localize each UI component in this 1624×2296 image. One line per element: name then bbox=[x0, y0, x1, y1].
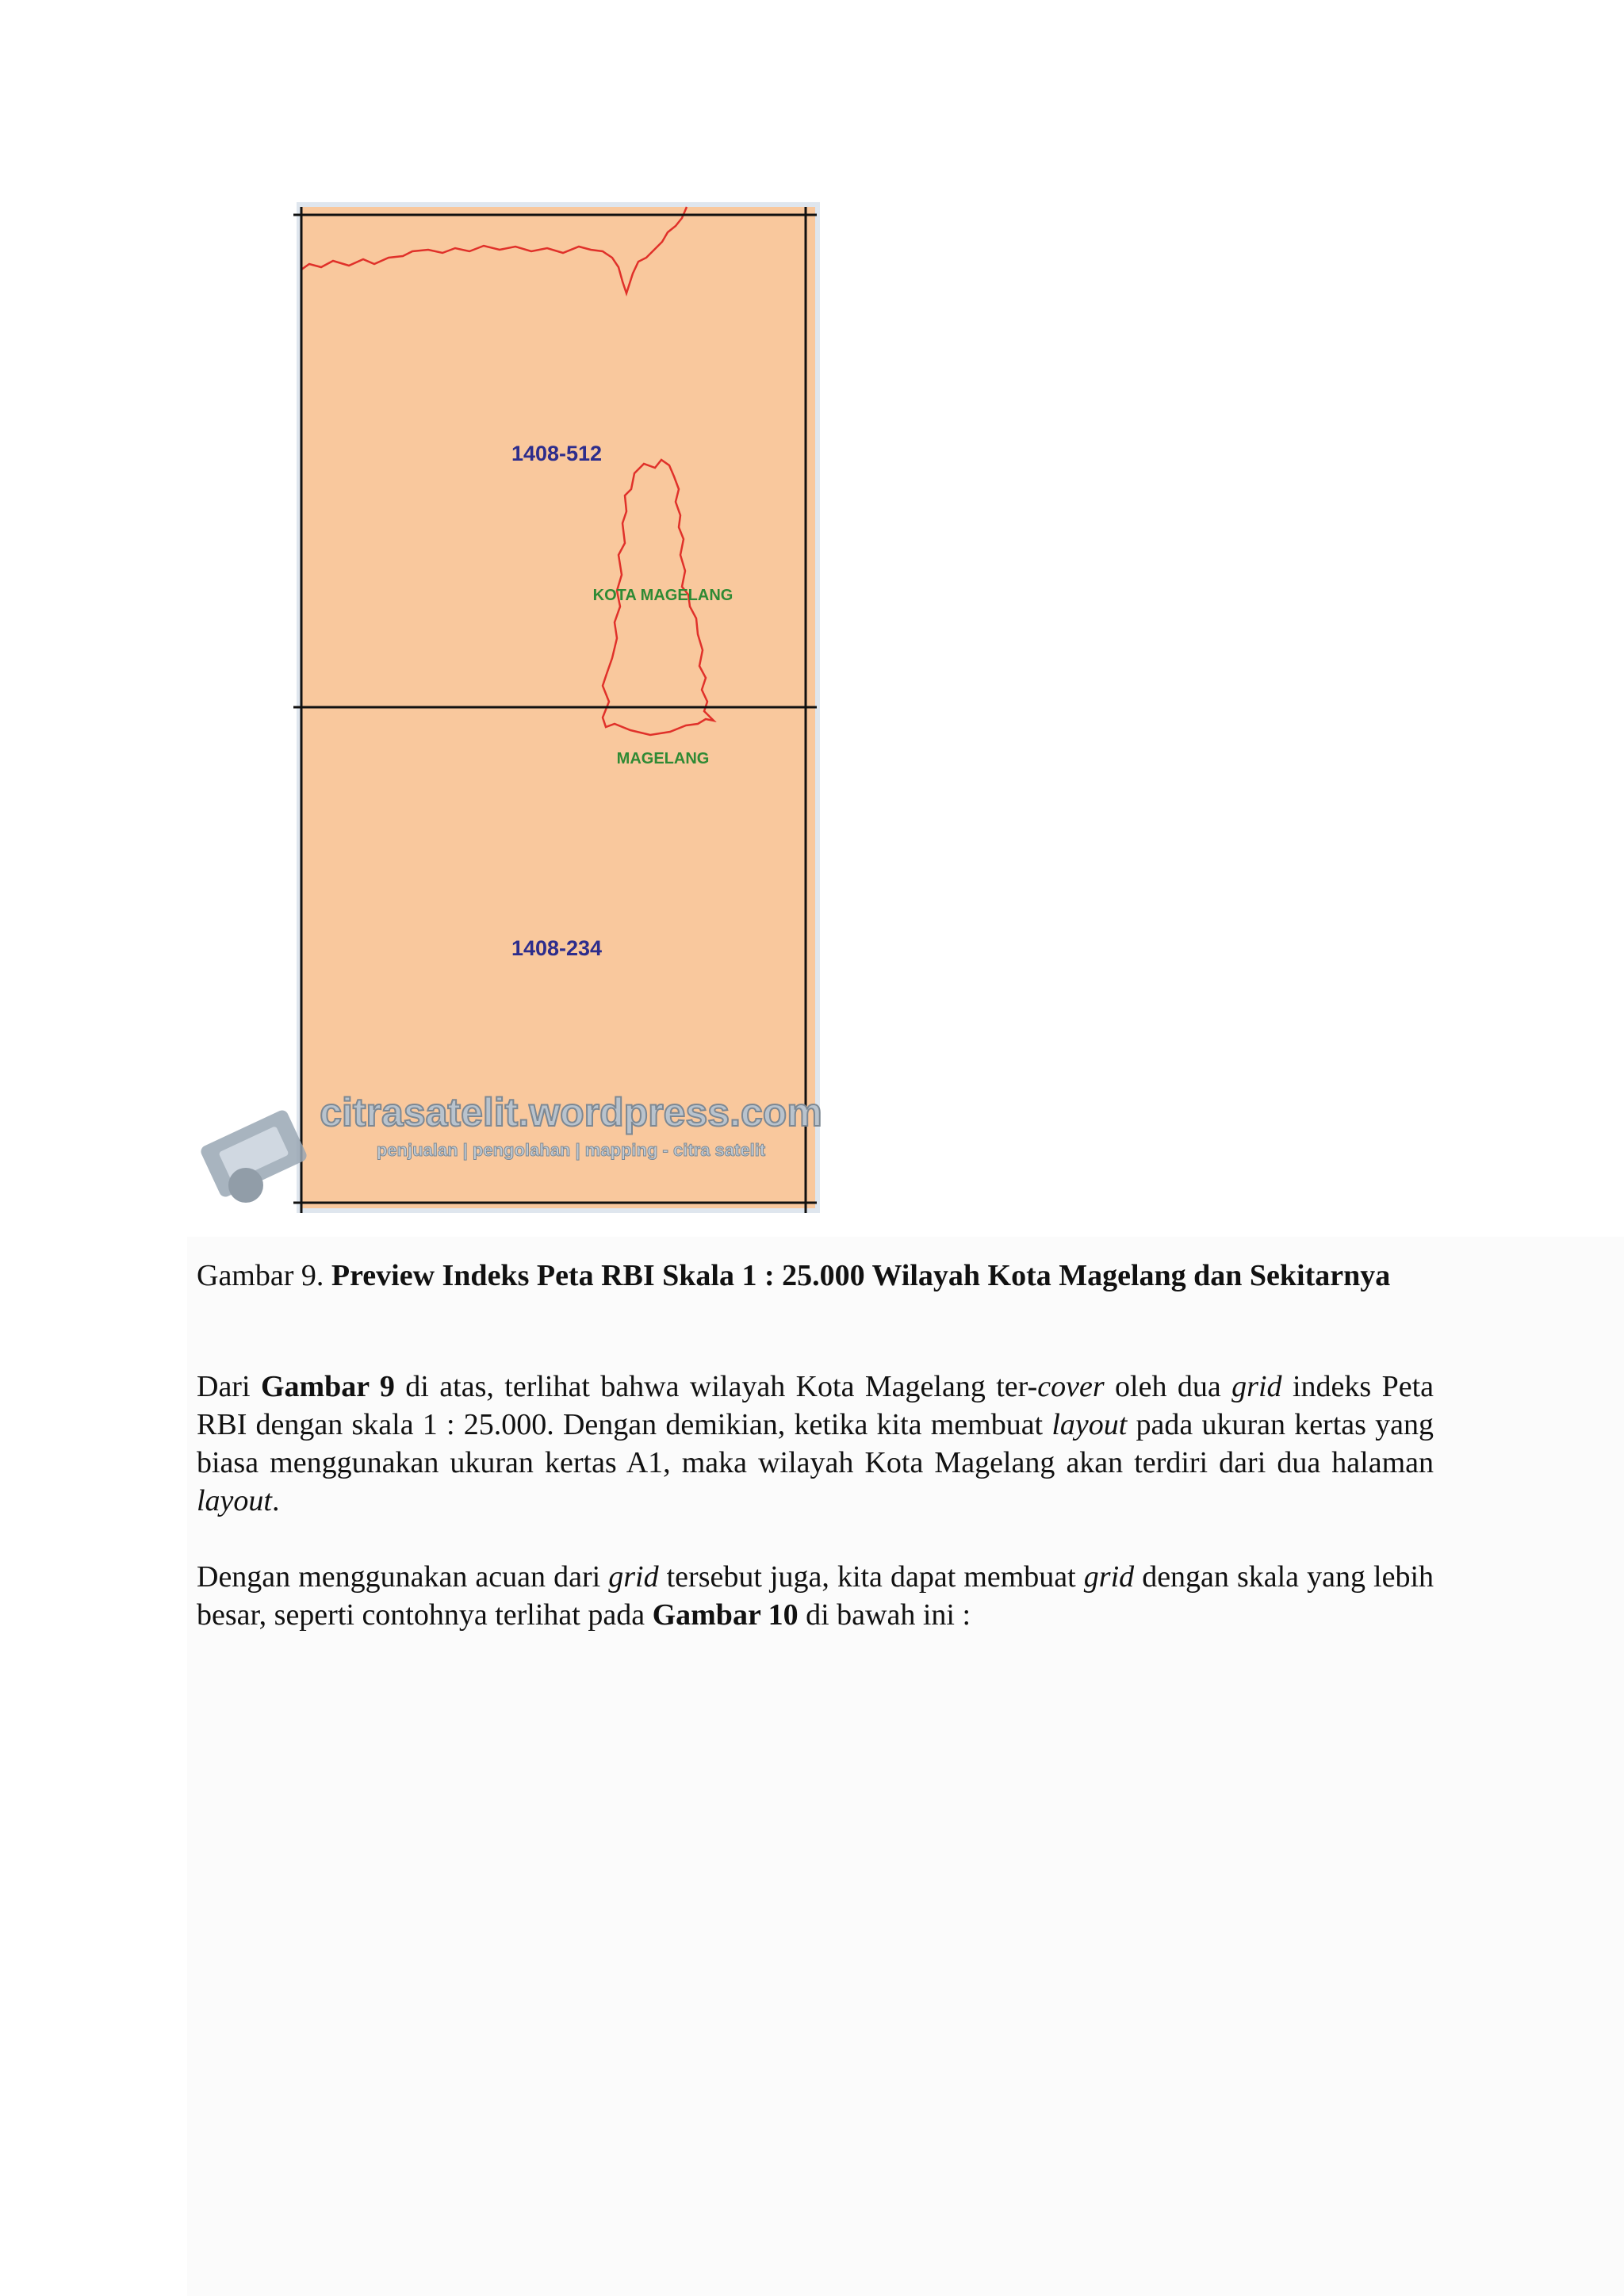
figure-caption bbox=[197, 1257, 1434, 1295]
map-index-image bbox=[190, 194, 825, 1221]
p2-text: dengan skala yang lebih besar, seperti contohnya terlihat pada bbox=[197, 1560, 1434, 1632]
p2-text: Dengan menggunakan acuan dari bbox=[197, 1560, 609, 1594]
paragraph-1 bbox=[197, 1368, 1434, 1520]
p2-text: di bawah ini : bbox=[798, 1598, 971, 1632]
p1-italic: layout bbox=[197, 1484, 272, 1517]
p2-italic: grid bbox=[608, 1560, 659, 1594]
p1-italic: layout bbox=[1051, 1408, 1128, 1441]
p1-text: pada ukuran kertas yang biasa menggunakan ukuran kertas A1, maka wilayah Kota Magelang akan terdiri dari dua halaman bbox=[197, 1408, 1434, 1479]
p1-text: indeks Peta RBI dengan skala 1 : 25.000. Dengan demikian, ketika kita membuat bbox=[197, 1370, 1434, 1441]
p1-text: . bbox=[271, 1484, 280, 1517]
p2-italic: grid bbox=[1083, 1560, 1135, 1594]
map-index-figure bbox=[190, 194, 825, 1221]
p2-figure-ref: Gambar 10 bbox=[652, 1598, 799, 1632]
watermark-logo bbox=[199, 1108, 308, 1203]
caption-prefix: Gambar 9. bbox=[197, 1259, 331, 1292]
paragraph-2 bbox=[197, 1558, 1434, 1634]
p1-italic: cover bbox=[1037, 1370, 1105, 1403]
p1-text: oleh dua bbox=[1104, 1370, 1232, 1403]
place-label-magelang: MAGELANG bbox=[616, 750, 710, 767]
p1-text: di atas, terlihat bahwa wilayah Kota Magelang ter- bbox=[394, 1370, 1038, 1403]
watermark-tagline: penjualan | pengolahan | mapping - citra satelit bbox=[376, 1140, 766, 1160]
watermark-site: citrasatelit.wordpress.com bbox=[320, 1090, 822, 1135]
p1-italic: grid bbox=[1231, 1370, 1282, 1403]
place-label-kota-magelang: KOTA MAGELANG bbox=[592, 587, 733, 604]
p1-text: Dari bbox=[197, 1370, 261, 1403]
grid-label-south: 1408-234 bbox=[511, 936, 603, 960]
caption-title: Preview Indeks Peta RBI Skala 1 : 25.000 Wilayah Kota Magelang dan Sekitarnya bbox=[331, 1259, 1391, 1292]
p1-figure-ref: Gambar 9 bbox=[260, 1370, 395, 1403]
p2-text: tersebut juga, kita dapat membuat bbox=[658, 1560, 1084, 1594]
grid-label-north: 1408-512 bbox=[511, 442, 603, 465]
